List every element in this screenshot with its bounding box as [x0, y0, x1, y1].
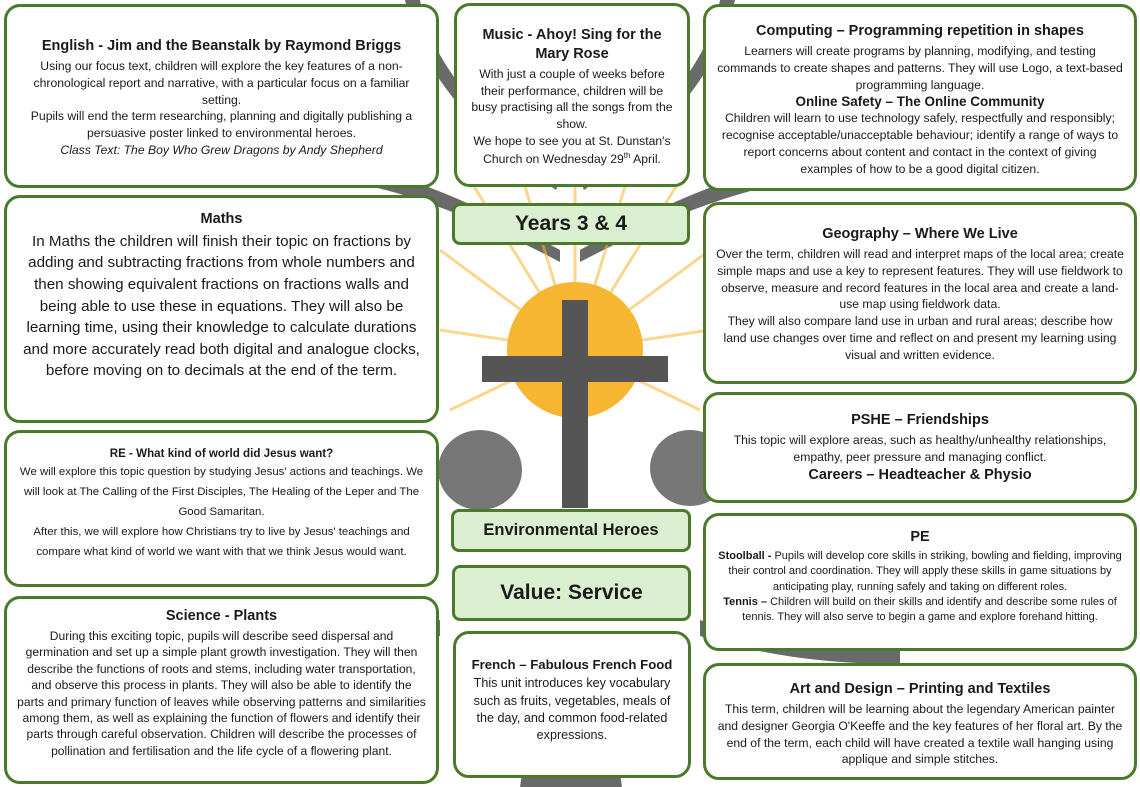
computing-text-1: Learners will create programs by planning, modifying, and testing commands to create shapes and patterns. They will use Logo, a text-based programming language. — [717, 43, 1123, 92]
pshe-text: This topic will explore areas, such as healthy/unhealthy relationships, empathy, peer pressure and managing conflict. — [733, 432, 1107, 464]
maths-text: In Maths the children will finish their topic on fractions by adding and subtracting fractions from whole numbers and then showing equivalent fractions on fractions walls and being able to use these in equations. They will also be learning time, using their knowledge to calculate durations and more accurately read both digital and analogue clocks, before moving on to decimals at the end of the term. — [23, 232, 420, 380]
english-title: English - Jim and the Beanstalk by Raymond Briggs — [41, 38, 402, 54]
music-text-1: With just a couple of weeks before their performance, children will be busy practising all the songs from the show. — [471, 66, 673, 132]
science-title: Science - Plants — [165, 608, 278, 624]
re-panel — [4, 430, 439, 587]
maths-panel — [4, 195, 439, 423]
english-text-1: Using our focus text, children will explore the key features of a non-chronological report and narrative, with a particular focus on a familiar setting. — [33, 58, 410, 107]
re-title: RE - What kind of world did Jesus want? — [109, 447, 334, 460]
re-text-1: We will explore this topic question by studying Jesus' actions and teachings. We will look at The Calling of the First Disciples, The Healing of the Leper and The Good Samaritan. — [19, 466, 424, 518]
re-text-2: After this, we will explore how Christians try to live by Jesus' teachings and compare what kind of world we want with that we think Jesus would want. — [33, 525, 410, 558]
pe-tennis-text: Tennis – Children will build on their skills and identify and describe some rules of tennis. They will also serve to begin a game and explore forehand hitting. — [723, 596, 1117, 624]
online-safety-title: Online Safety – The Online Community — [795, 94, 1045, 110]
pe-title: PE — [910, 529, 930, 545]
art-text: This term, children will be learning about the legendary American painter and designer Georgia O'Keeffe and the key features of her floral art. By the end of the term, each child will have created a textile wall hanging using applique and simple stitches. — [717, 701, 1123, 767]
pshe-panel — [703, 392, 1137, 503]
careers-title: Careers – Headteacher & Physio — [808, 466, 1032, 483]
art-panel — [703, 663, 1137, 780]
geography-title: Geography – Where We Live — [822, 226, 1018, 242]
pshe-title: PSHE – Friendships — [851, 412, 989, 428]
tennis-label: Tennis – — [723, 596, 771, 609]
french-text: This unit introduces key vocabulary such as fruits, vegetables, meals of the day, and common food-related expressions. — [473, 676, 671, 743]
geography-panel — [703, 202, 1137, 384]
computing-text-2: Children will learn to use technology safely, respectfully and responsibly; recognise acceptable/unacceptable behaviour; identify a range of ways to report concerns about content and contact in the context of giving examples of how to be a good digital citizen. — [721, 111, 1119, 176]
art-title: Art and Design – Printing and Textiles — [789, 681, 1051, 697]
english-text-2: Pupils will end the term researching, planning and digitally publishing a persuasive poster linked to environmental heroes. — [30, 109, 413, 141]
english-panel — [4, 4, 439, 188]
music-text-2: We hope to see you at St. Dunstan's Church on Wednesday 29th April. — [473, 134, 671, 166]
french-panel — [453, 631, 691, 778]
maths-title: Maths — [200, 211, 243, 227]
value-banner: Value: Service — [452, 565, 691, 621]
geography-text-2: They will also compare land use in urban and rural areas; describe how land use changes over time and reflect on and present my learning using visual and written evidence. — [723, 314, 1117, 362]
stoolball-label: Stoolball - — [718, 549, 775, 562]
pe-panel — [703, 513, 1137, 651]
computing-panel — [703, 4, 1137, 191]
music-title: Music - Ahoy! Sing for the Mary Rose — [482, 27, 662, 62]
music-panel — [454, 3, 690, 187]
theme-banner: Environmental Heroes — [451, 509, 691, 552]
french-title: French – Fabulous French Food — [471, 657, 673, 672]
english-class-text: Class Text: The Boy Who Grew Dragons by Andy Shepherd — [60, 142, 383, 157]
science-panel — [4, 596, 439, 784]
geography-text-1: Over the term, children will read and interpret maps of the local area; create simple maps and use a key to represent features. They will use fieldwork to observe, measure and record features in the local area and create a land-use map using fieldwork data. — [716, 246, 1124, 312]
year-banner: Years 3 & 4 — [452, 203, 690, 245]
science-text: During this exciting topic, pupils will describe seed dispersal and germination and set up a simple plant growth investigation. They will then describe the functions of roots and stems, including water transportation, and observe this process in plants. They will also be able to identify the parts and primary function of leaves while observing patterns and similarities among them, as well as explaining the function of flowers and identify their parts through careful observation. Children will describe the processes of pollination and fertilisation and the life cycle of a flowering plant. — [17, 628, 426, 758]
computing-title: Computing – Programming repetition in shapes — [756, 23, 1084, 39]
pe-stoolball-text: Stoolball - Pupils will develop core skills in striking, bowling and fielding, improving their control and coordination. They will apply these skills in game situations by anticipating play, running safely and taking on different roles. — [718, 549, 1122, 593]
